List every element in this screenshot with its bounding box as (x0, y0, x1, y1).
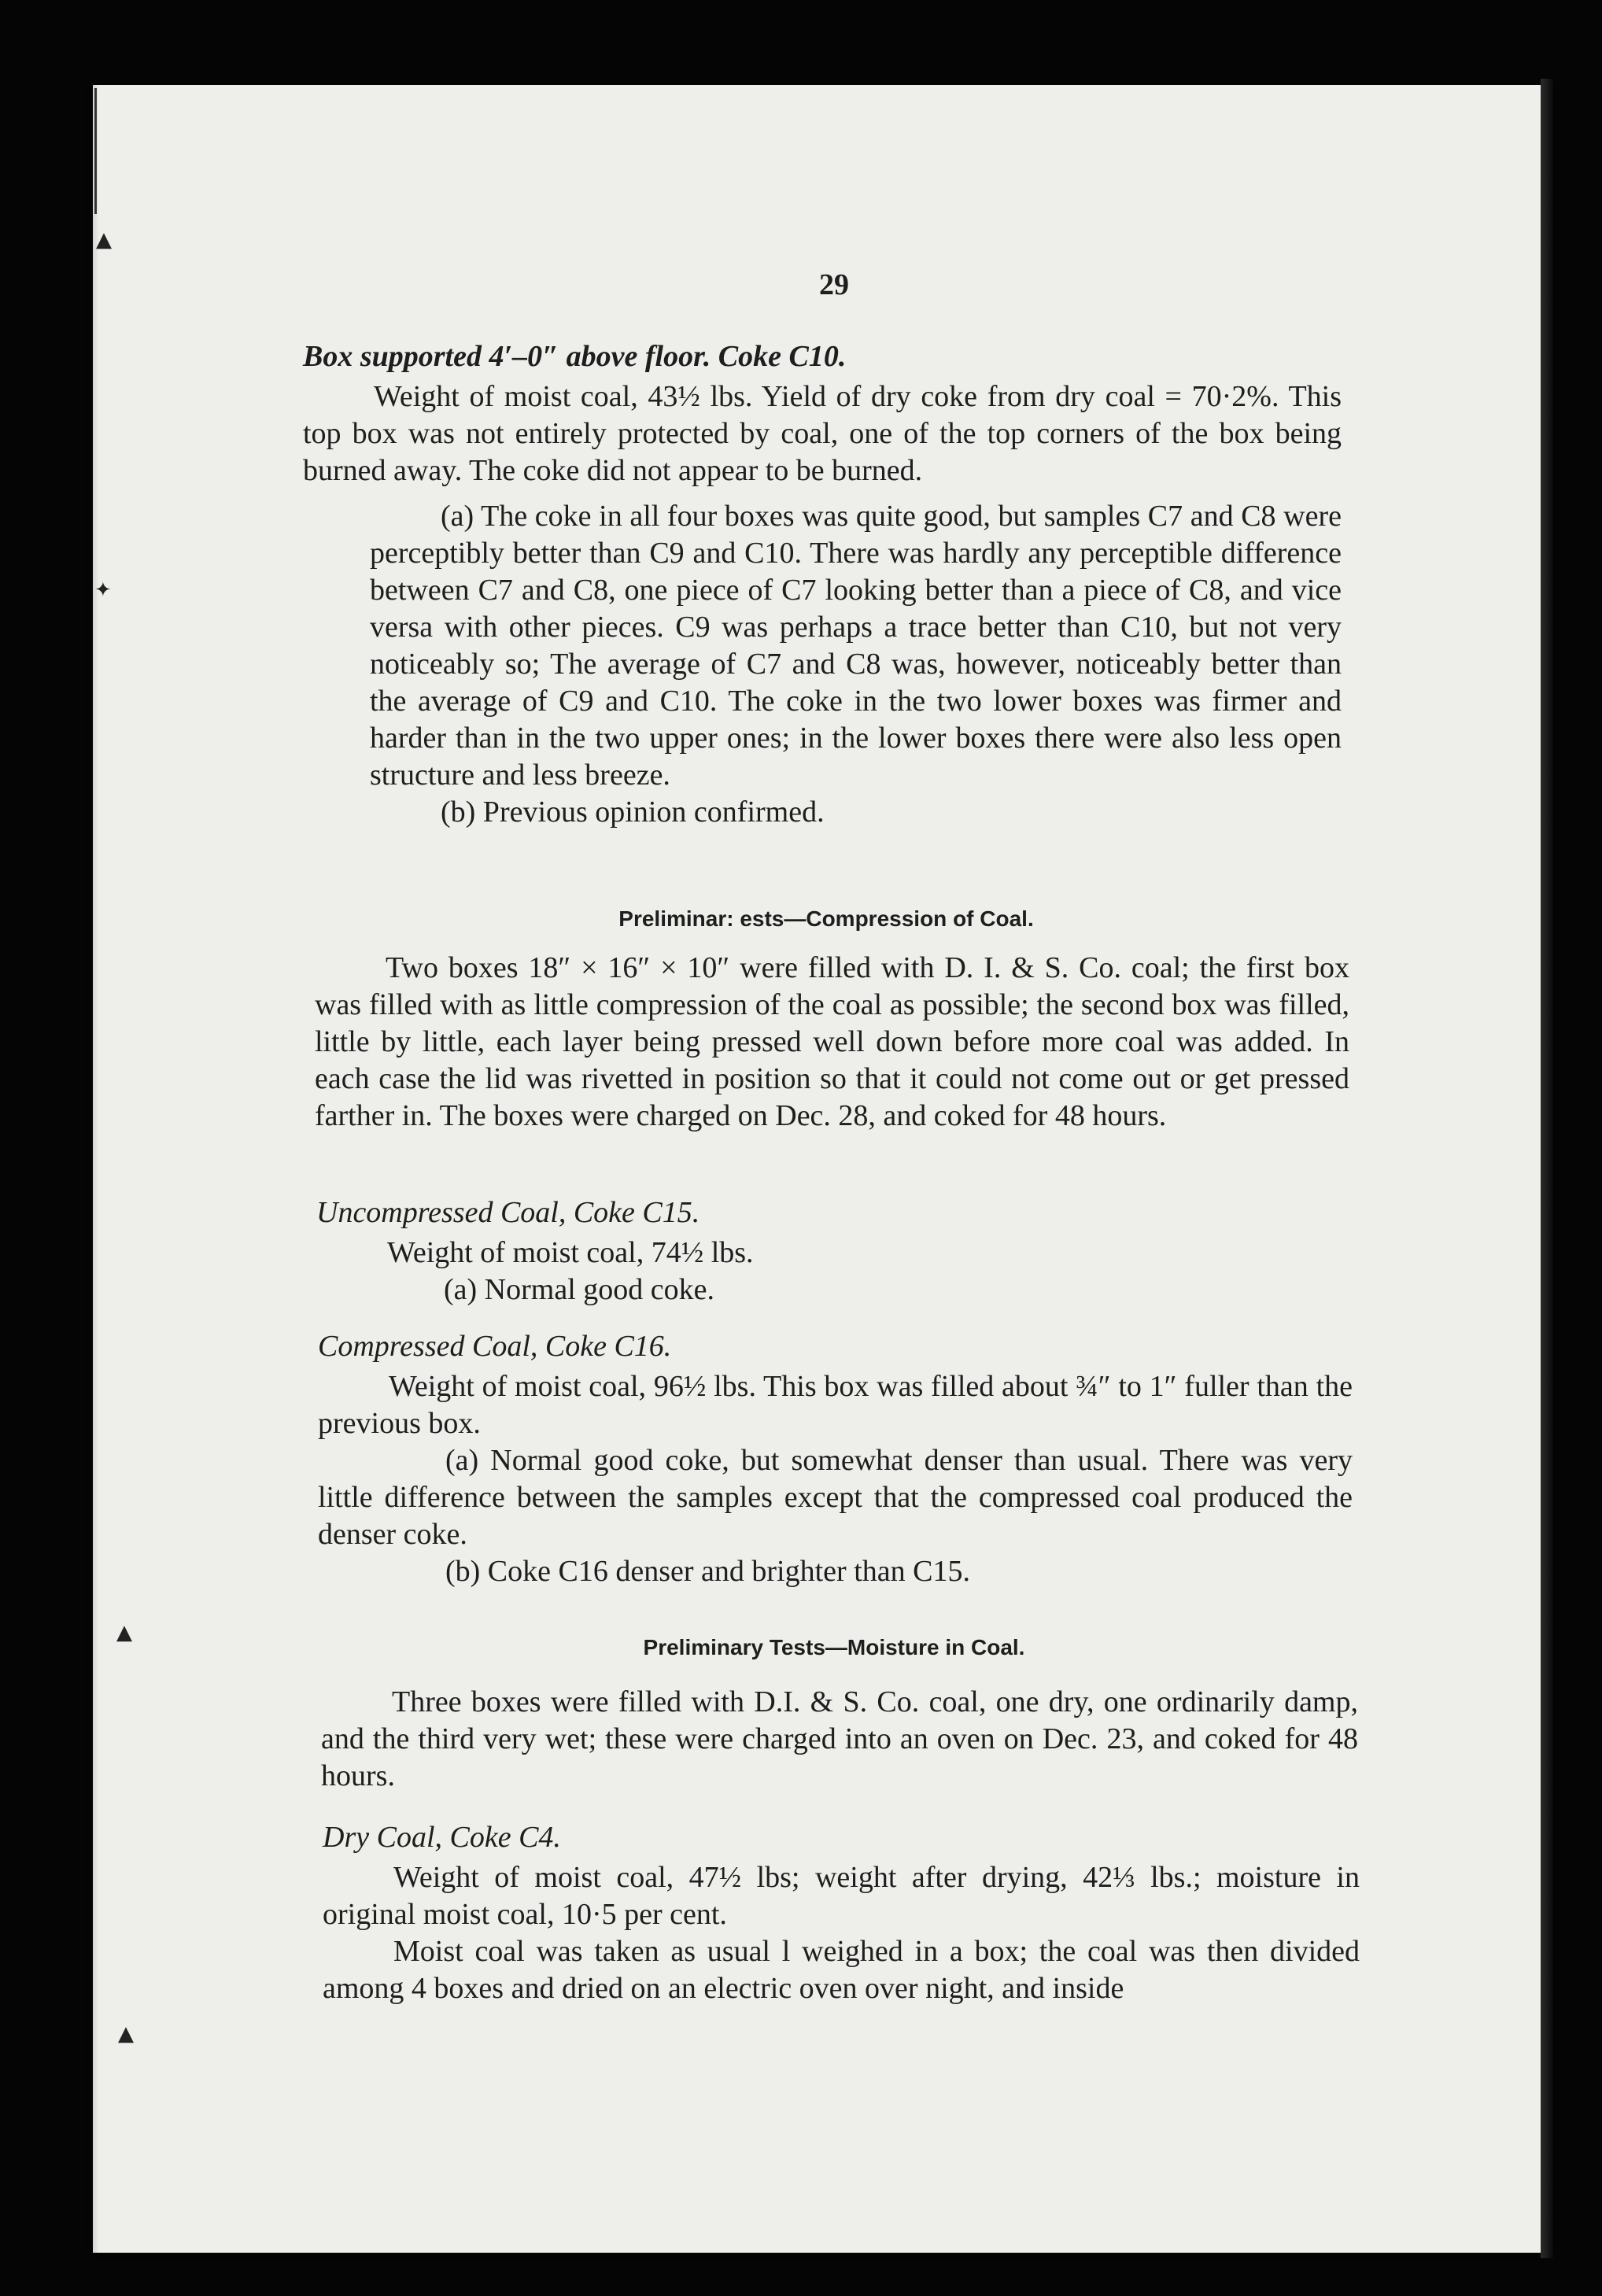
section-coke-c15 (316, 1194, 1351, 1309)
paragraph: Two boxes 18″ × 16″ × 10″ were filled with D. I. & S. Co. coal; the first box was filled with as little compression of the coal as possible; the second box was filled, little by little, each layer being pressed well down before more coal was added. In each case the lid was rivetted in position so that it could not come out or get pressed farther in. The boxes were charged on Dec. 28, and coked for 48 hours. (315, 951, 1349, 1132)
scan-speck-mark: ✦ (94, 578, 112, 602)
paragraph: Three boxes were filled with D.I. & S. Co. coal, one dry, one ordinarily damp, and the third very wet; these were charged into an oven on Dec. 23, and coked for 48 hours. (321, 1685, 1358, 1792)
binding-line (94, 88, 97, 214)
paragraph: Weight of moist coal, 96½ lbs. This box was filled about ¾″ to 1″ fuller than the previous box. (318, 1370, 1353, 1440)
section-coke-c10-notes (370, 498, 1342, 831)
paragraph: Weight of moist coal, 74½ lbs. (387, 1236, 754, 1269)
paragraph: (a) Normal good coke. (444, 1273, 714, 1306)
paragraph: Weight of moist coal, 47½ lbs; weight after drying, 42⅓ lbs.; moisture in original moist coal, 10·5 per cent. (323, 1861, 1360, 1931)
section-moisture (321, 1684, 1358, 1795)
page-edge-right (1541, 79, 1553, 2258)
paragraph: (b) Coke C16 denser and brighter than C15. (445, 1555, 970, 1588)
paragraph: Weight of moist coal, 43½ lbs. Yield of dry coke from dry coal = 70·2%. This top box was not entirely protected by coal, one of the top corners of the box being burned away. The coke did not appear to be burned. (303, 380, 1342, 487)
paragraph: Moist coal was taken as usual l weighed in a box; the coal was then divided among 4 boxes and dried on an electric oven over night, and inside (323, 1935, 1360, 2005)
section-coke-c16 (318, 1328, 1353, 1590)
section-heading: Dry Coal, Coke C4. (323, 1821, 561, 1854)
paragraph: (a) Normal good coke, but somewhat denser than usual. There was very little difference between the samples except that the compressed coal produced the denser coke. (318, 1444, 1353, 1551)
section-coke-c4 (323, 1819, 1360, 2007)
section-title: Preliminary Tests—Moisture in Coal. (643, 1635, 1025, 1659)
scan-speck-mark: ▲ (96, 228, 112, 252)
section-title: Preliminar: ests—Compression of Coal. (618, 906, 1034, 931)
section-coke-c10 (303, 338, 1342, 489)
section-compression (315, 950, 1349, 1135)
page-number: 29 (819, 268, 849, 301)
section-heading: Uncompressed Coal, Coke C15. (316, 1196, 700, 1229)
paragraph: (a) The coke in all four boxes was quite good, but samples C7 and C8 were perceptibly better than C9 and C10. There was hardly any perceptible difference between C7 and C8, one piece of C7 looking better than a piece of C8, and vice versa with other pieces. C9 was perhaps a trace better than C10, but not very noticeably so; The average of C7 and C8 was, however, noticeably better than the average of C9 and C10. The coke in the two lower boxes was firmer and harder than in the two upper ones; in the lower boxes there were also less open structure and less breeze. (370, 500, 1342, 792)
paragraph: (b) Previous opinion confirmed. (441, 795, 825, 829)
section-heading: Compressed Coal, Coke C16. (318, 1330, 672, 1363)
page-gutter-shadow (93, 85, 99, 2253)
scan-speck-mark: ▲ (116, 1621, 132, 1644)
scan-speck-mark: ▲ (118, 2022, 134, 2046)
section-heading: Box supported 4′–0″ above floor. Coke C10. (303, 340, 847, 373)
